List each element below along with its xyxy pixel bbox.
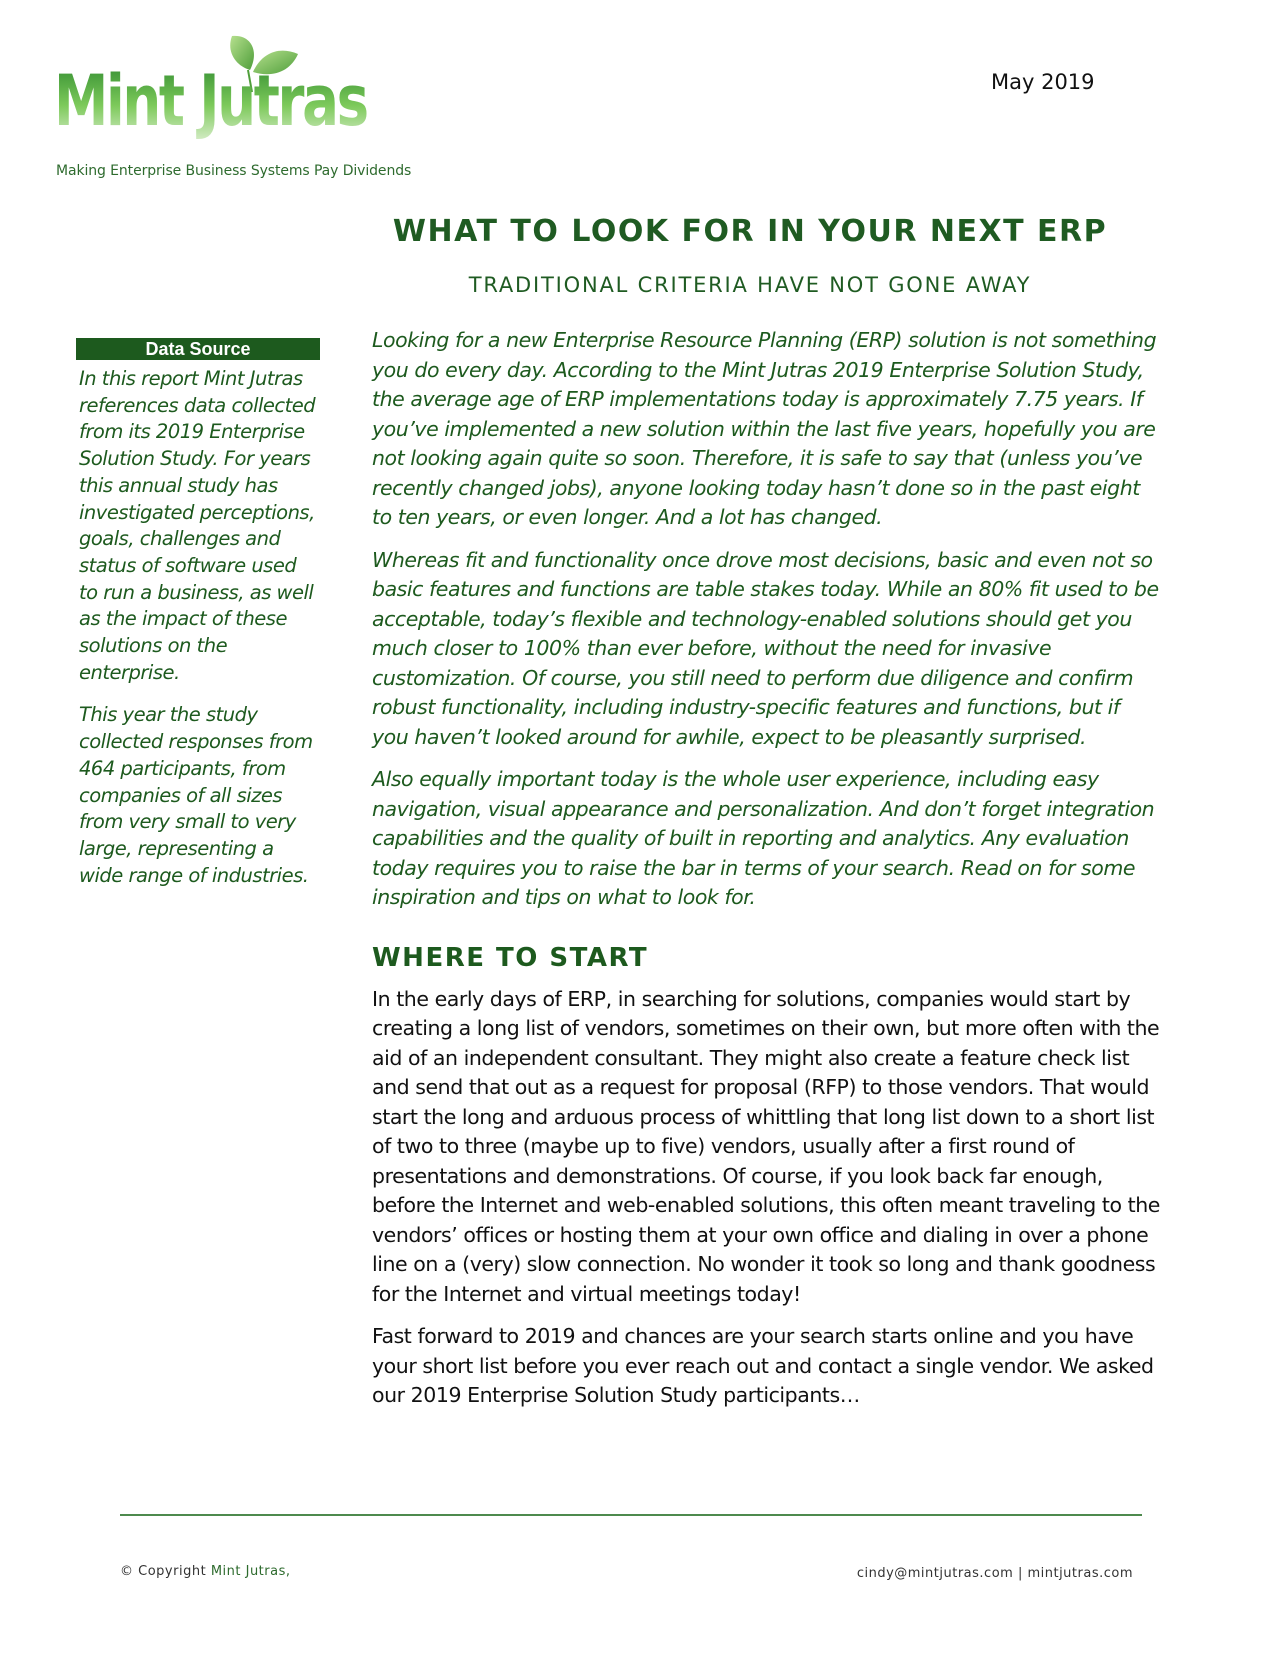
intro-section	[372, 326, 1162, 913]
intro-paragraph: Also equally important today is the whole user experience, including easy navigation, visual appearance and personalization. And don’t forget integration capabilities and the quality of built in reporting and analytics. Any evaluation today requires you to raise the bar in terms of your search. Read on for some inspiration and tips on what to look for.	[372, 767, 1155, 909]
leaf-logo-icon	[54, 30, 414, 160]
report-date: May 2019	[991, 70, 1095, 94]
footer-divider	[120, 1514, 1142, 1516]
sidebar-paragraph: This year the study collected responses from 464 participants, from companies of all sizes from very small to very large, representing a wide range of industries.	[79, 703, 313, 887]
footer-copyright	[120, 1564, 291, 1579]
sidebar-paragraph: In this report Mint Jutras references data collected from its 2019 Enterprise Solution Study. For years this annual study has investigated perceptions, goals, challenges and status of software used to run a business, as well as the impact of these solutions on the enterprise.	[79, 367, 316, 684]
copyright-text: Copyright	[138, 1564, 207, 1579]
mint-jutras-logo	[54, 30, 414, 190]
page-title: WHAT TO LOOK FOR IN YOUR NEXT ERP	[392, 214, 1108, 249]
body-section	[372, 985, 1162, 1411]
body-paragraph: Fast forward to 2019 and chances are your search starts online and you have your short list before you ever reach out and contact a single vendor. We asked our 2019 Enterprise Solution Study participants…	[372, 1324, 1154, 1407]
intro-paragraph: Looking for a new Enterprise Resource Planning (ERP) solution is not something you do every day. According to the Mint Jutras 2019 Enterprise Solution Study, the average age of ERP implementations today is approximately 7.75 years. If you’ve implemented a new solution within the last five years, hopefully you are not looking again quite so soon. Therefore, it is safe to say that (unless you’ve recently changed jobs), anyone looking today hasn’t done so in the past eight to ten years, or even longer. And a lot has changed.	[372, 328, 1157, 529]
intro-paragraph: Whereas fit and functionality once drove most decisions, basic and even not so basic features and functions are table stakes today. While an 80% fit used to be acceptable, today’s flexible and technology-enabled solutions should get you much closer to 100% than ever before, without the need for invasive customization. Of course, you still need to perform due diligence and confirm robust functionality, including industry-specific features and functions, but if you haven’t looked around for awhile, expect to be pleasantly surprised.	[372, 547, 1159, 749]
footer-contact: cindy@mintjutras.com | mintjutras.com	[856, 1566, 1133, 1581]
section-heading: WHERE TO START	[372, 942, 649, 973]
svg-text:Mint Jutras: Mint Jutras	[54, 60, 367, 142]
page-subtitle: TRADITIONAL CRITERIA HAVE NOT GONE AWAY	[468, 273, 1032, 297]
main-content	[372, 326, 1162, 1424]
data-source-sidebar	[76, 338, 320, 905]
logo-tagline: Making Enterprise Business Systems Pay Dividends	[56, 163, 412, 179]
body-paragraph: In the early days of ERP, in searching for solutions, companies would start by creating a long list of vendors, sometimes on their own, but more often with the aid of an independent consultant. They might also create a feature check list and send that out as a request for proposal (RFP) to those vendors. That would start the long and arduous process of whittling that long list down to a short list of two to three (maybe up to five) vendors, usually after a first round of presentations and demonstrations. Of course, if you look back far enough, before the Internet and web-enabled solutions, this often meant traveling to the vendors’ offices or hosting them at your own office and dialing in over a phone line on a (very) slow connection. No wonder it took so long and thank goodness for the Internet and virtual meetings today!	[372, 986, 1160, 1306]
copyright-brand: Mint Jutras,	[210, 1564, 291, 1579]
sidebar-heading: Data Source	[76, 338, 320, 360]
copyright-icon: ©	[120, 1564, 134, 1579]
